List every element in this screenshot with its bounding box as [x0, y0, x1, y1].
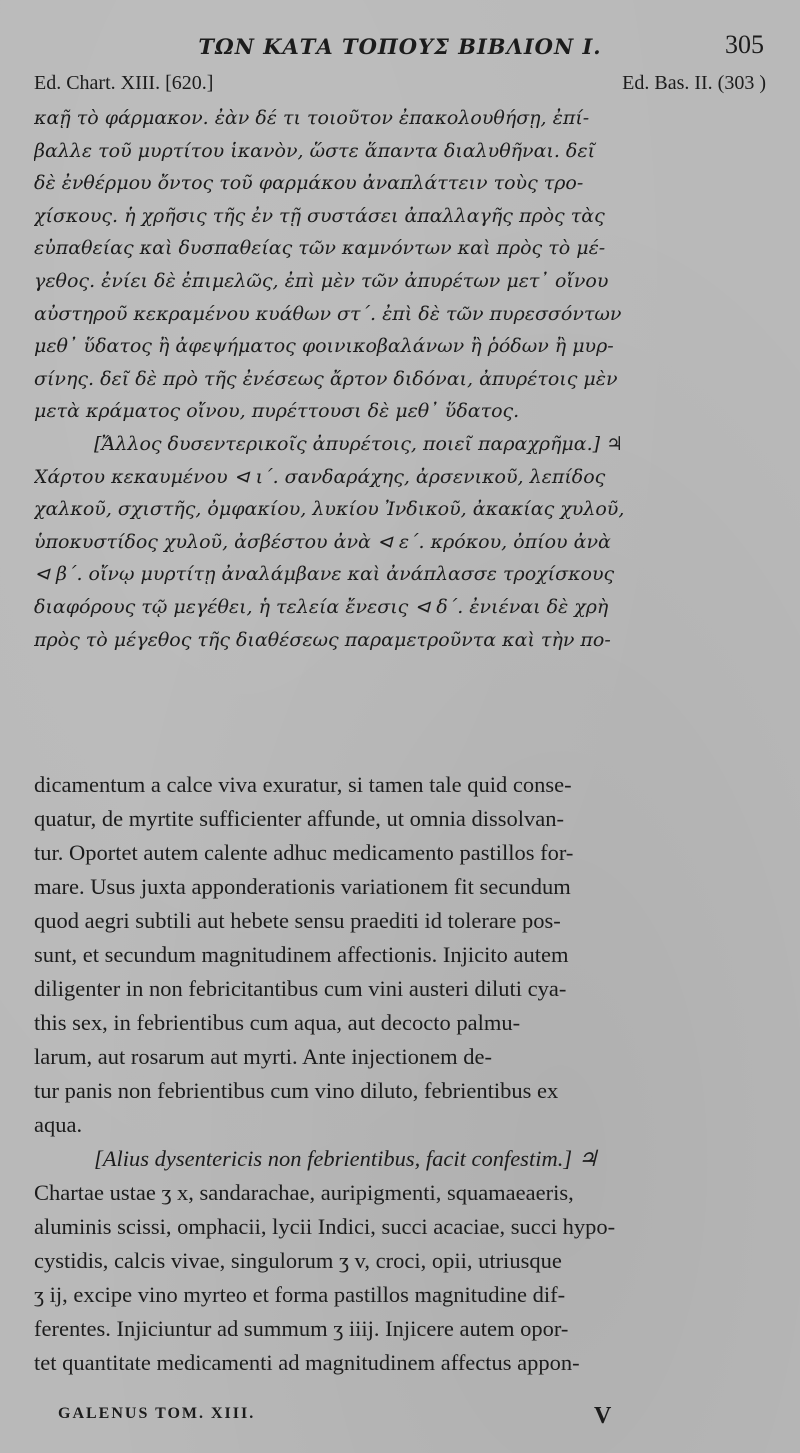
greek-line: Χάρτου κεκαυμένου ⊲ ι΄. σανδαράχης, ἀρσενικοῦ, λεπίδος: [34, 465, 606, 488]
latin-recipe-heading: [Alius dysentericis non febrientibus, facit confestim.] ♃: [94, 1146, 598, 1171]
greek-recipe-heading: [Ἄλλος δυσεντερικοῖς ἀπυρέτοις, ποιεῖ παραχρῆμα.] ♃: [94, 432, 624, 455]
greek-line: πρὸς τὸ μέγεθος τῆς διαθέσεως παραμετροῦντα καὶ τὴν πο-: [34, 628, 611, 651]
latin-line: quatur, de myrtite sufficienter affunde, ut omnia dissolvan-: [34, 806, 565, 831]
greek-line: αὐστηροῦ κεκραμένου κυάθων στ΄. ἐπὶ δὲ τῶν πυρεσσόντων: [34, 302, 622, 325]
latin-text: [34, 768, 766, 1380]
greek-paragraph-1: [34, 102, 766, 428]
latin-line: ferentes. Injiciuntur ad summum ʒ iiij. Injicere autem opor-: [34, 1316, 569, 1341]
greek-line: διαφόρους τῷ μεγέθει, ἡ τελεία ἔνεσις ⊲ δ΄. ἐνιέναι δὲ χρὴ: [34, 595, 609, 618]
greek-line: χίσκους. ἡ χρῆσις τῆς ἐν τῇ συστάσει ἀπαλλαγῆς πρὸς τὰς: [34, 204, 605, 227]
latin-line: diligenter in non febricitantibus cum vini austeri diluti cya-: [34, 976, 567, 1001]
greek-line: βαλλε τοῦ μυρτίτου ἱκανὸν, ὥστε ἅπαντα διαλυθῆναι. δεῖ: [34, 139, 596, 162]
page-number: 305: [725, 30, 764, 59]
latin-line: cystidis, calcis vivae, singulorum ʒ v, croci, opii, utriusque: [34, 1248, 562, 1273]
latin-line: this sex, in febrientibus cum aqua, aut decocto palmu-: [34, 1010, 521, 1035]
latin-line: aqua.: [34, 1112, 83, 1137]
running-head: [34, 28, 766, 62]
latin-line: tur panis non febrientibus cum vino diluto, febrientibus ex: [34, 1078, 559, 1103]
latin-line: dicamentum a calce viva exuratur, si tamen tale quid conse-: [34, 772, 572, 797]
greek-line: ⊲ β΄. οἴνῳ μυρτίτῃ ἀναλάμβανε καὶ ἀνάπλασσε τροχίσκους: [34, 563, 615, 586]
latin-line: tet quantitate medicamenti ad magnitudinem affectus appon-: [34, 1350, 580, 1375]
running-title: ΤΩΝ ΚΑΤΑ ΤΟΠΟΥΣ ΒΙΒΛΙΟΝ Ι.: [198, 34, 602, 59]
latin-line: aluminis scissi, omphacii, lycii Indici, succi acaciae, succi hypo-: [34, 1214, 616, 1239]
latin-line: Chartae ustae ʒ x, sandarachae, auripigmenti, squamaeaeris,: [34, 1180, 574, 1205]
edition-line: [34, 72, 766, 98]
edition-left: Ed. Chart. XIII. [620.]: [34, 72, 214, 94]
latin-line: quod aegri subtili aut hebete sensu praediti id tolerare pos-: [34, 908, 561, 933]
greek-line: ὑποκυστίδος χυλοῦ, ἀσβέστου ἀνὰ ⊲ ε΄. κρόκου, ὀπίου ἀνὰ: [34, 530, 611, 553]
greek-line: δὲ ἐνθέρμου ὄντος τοῦ φαρμάκου ἀναπλάττειν τοὺς τρο-: [34, 172, 584, 195]
latin-line: tur. Oportet autem calente adhuc medicamento pastillos for-: [34, 840, 574, 865]
signature-mark: V: [594, 1403, 612, 1429]
greek-line: καῇ τὸ φάρμακον. ἐὰν δέ τι τοιοῦτον ἐπακολουθήσῃ, ἐπί-: [34, 107, 590, 129]
greek-line: εὐπαθείας καὶ δυσπαθείας τῶν καμνόντων καὶ πρὸς τὸ μέ-: [34, 237, 606, 260]
greek-line: σίνης. δεῖ δὲ πρὸ τῆς ἐνέσεως ἄρτον διδόναι, ἀπυρέτοις μὲν: [34, 367, 618, 390]
greek-line: γεθος. ἐνίει δὲ ἐπιμελῶς, ἐπὶ μὲν τῶν ἀπυρέτων μετ᾽ οἴνου: [34, 269, 609, 292]
greek-line: μετὰ κράματος οἴνου, πυρέττουσι δὲ μεθ᾽ ὕδατος.: [34, 400, 520, 423]
latin-line: ʒ ij, excipe vino myrteo et forma pastillos magnitudine dif-: [34, 1282, 566, 1307]
greek-paragraph-2: [34, 428, 766, 656]
printer-signature: GALENUS TOM. XIII.: [58, 1405, 256, 1422]
latin-line: mare. Usus juxta apponderationis variationem fit secundum: [34, 874, 571, 899]
greek-line: μεθ᾽ ὕδατος ἢ ἀφεψήματος φοινικοβαλάνων ἢ ῥόδων ἢ μυρ-: [34, 335, 614, 358]
latin-line: sunt, et secundum magnitudinem affectionis. Injicito autem: [34, 942, 569, 967]
edition-right: Ed. Bas. II. (303 ): [622, 72, 766, 94]
greek-text: [34, 102, 766, 702]
greek-line: χαλκοῦ, σχιστῆς, ὀμφακίου, λυκίου Ἰνδικοῦ, ἀκακίας χυλοῦ,: [34, 498, 625, 521]
latin-line: larum, aut rosarum aut myrti. Ante injectionem de-: [34, 1044, 492, 1069]
